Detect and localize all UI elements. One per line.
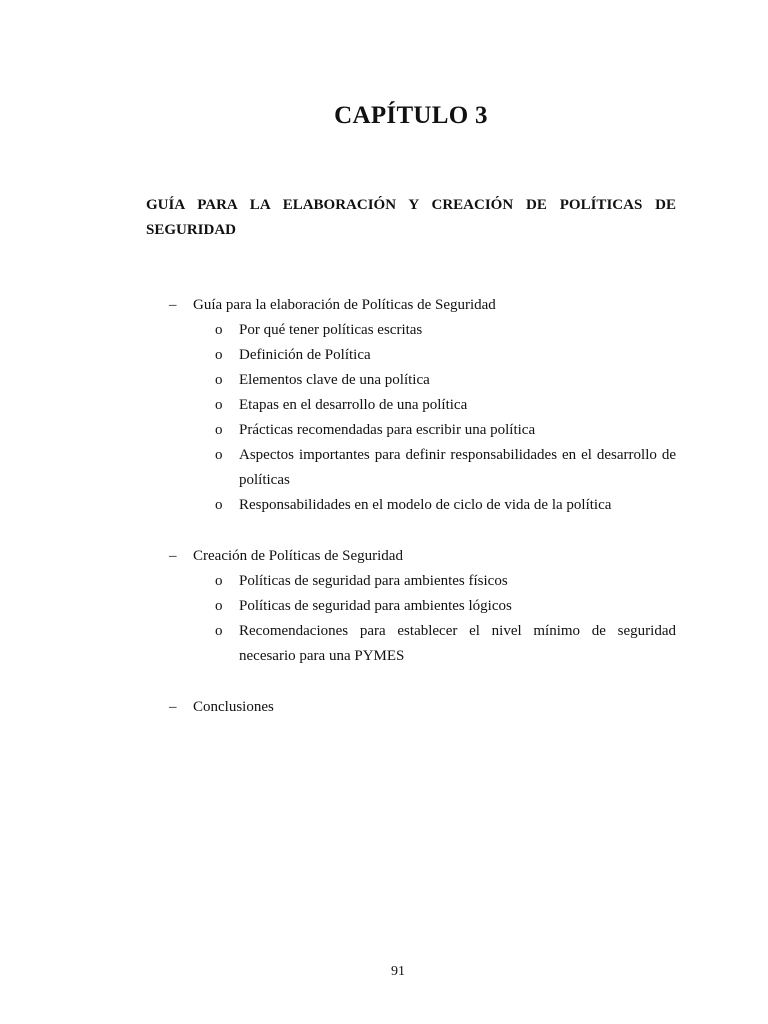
sub-list-item [0, 493, 768, 518]
circle-bullet-icon: o [215, 397, 223, 413]
outline-item [0, 544, 768, 569]
sub-list [0, 569, 768, 669]
sub-list-item [0, 393, 768, 418]
outline-group [0, 544, 768, 669]
sub-list-item-text: Políticas de seguridad para ambientes lógicos [239, 598, 512, 614]
page-number: 91 [391, 964, 405, 979]
circle-bullet-icon: o [215, 322, 223, 338]
sub-list-item [0, 318, 768, 343]
sub-list-item-text: Elementos clave de una política [239, 372, 430, 388]
chapter-title: CAPÍTULO 3 [334, 102, 488, 129]
circle-bullet-icon: o [215, 372, 223, 388]
section-heading: GUÍA PARA LA ELABORACIÓN Y CREACIÓN DE POLÍTICAS DE SEGURIDAD [146, 197, 676, 238]
circle-bullet-icon: o [215, 573, 223, 589]
sub-list-item-text: Recomendaciones para establecer el nivel mínimo de seguridad necesario para una PYMES [239, 623, 676, 664]
sub-list-item-text: Responsabilidades en el modelo de ciclo de vida de la política [239, 497, 612, 513]
sub-list-item-text: Etapas en el desarrollo de una política [239, 397, 468, 413]
circle-bullet-icon: o [215, 347, 223, 363]
sub-list-item [0, 368, 768, 393]
outline-item [0, 695, 768, 720]
dash-marker: – [169, 548, 177, 564]
outline-item-label: Creación de Políticas de Seguridad [193, 548, 403, 564]
circle-bullet-icon: o [215, 623, 223, 639]
outline-item [0, 293, 768, 318]
sub-list [0, 318, 768, 518]
circle-bullet-icon: o [215, 422, 223, 438]
sub-list-item [0, 443, 768, 493]
sub-list-item-text: Por qué tener políticas escritas [239, 322, 423, 338]
sub-list-item [0, 569, 768, 594]
sub-list-item-text: Prácticas recomendadas para escribir una política [239, 422, 536, 438]
outline-item-label: Guía para la elaboración de Políticas de Seguridad [193, 297, 496, 313]
sub-list-item-text: Definición de Política [239, 347, 371, 363]
sub-list-item [0, 619, 768, 669]
sub-list-item [0, 418, 768, 443]
circle-bullet-icon: o [215, 497, 223, 513]
circle-bullet-icon: o [215, 598, 223, 614]
sub-list-item [0, 594, 768, 619]
outline-group [0, 293, 768, 518]
dash-marker: – [169, 699, 177, 715]
sub-list-item [0, 343, 768, 368]
dash-marker: – [169, 297, 177, 313]
sub-list-item-text: Políticas de seguridad para ambientes físicos [239, 573, 508, 589]
outline-group [0, 695, 768, 720]
sub-list-item-text: Aspectos importantes para definir responsabilidades en el desarrollo de políticas [239, 447, 676, 488]
circle-bullet-icon: o [215, 447, 223, 463]
outline-item-label: Conclusiones [193, 699, 274, 715]
